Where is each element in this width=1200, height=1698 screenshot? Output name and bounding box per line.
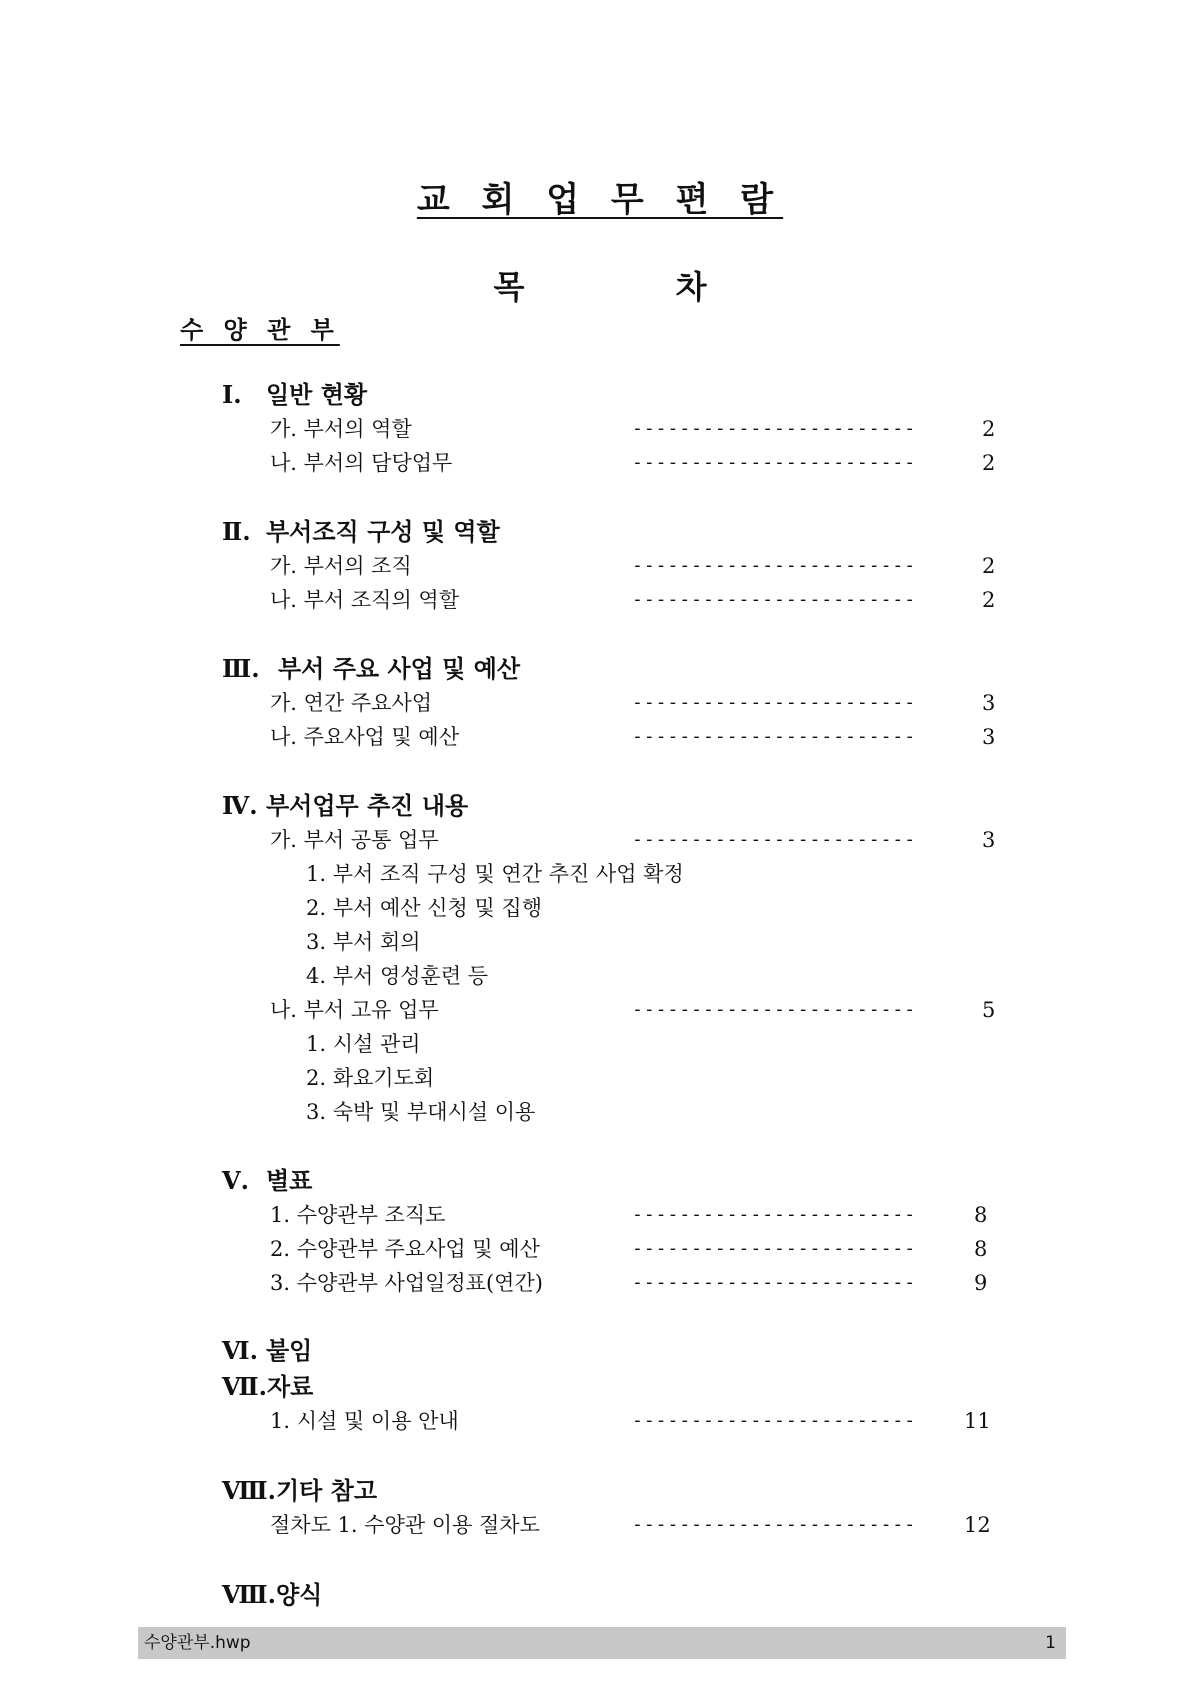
section-title: 별표 — [266, 1166, 313, 1195]
toc-subentry-label: 4. 부서 영성훈련 등 — [306, 964, 489, 988]
section-heading — [222, 789, 1022, 823]
footer-filename: 수양관부.hwp — [144, 1633, 251, 1653]
toc-page-number: 12 — [964, 1513, 991, 1537]
toc-page-number: 8 — [974, 1237, 988, 1261]
toc-entry-label: 2. 수양관부 주요사업 및 예산 — [270, 1237, 540, 1261]
toc-page-number: 2 — [982, 417, 996, 441]
section-heading — [222, 515, 1022, 549]
toc-page-number: 3 — [982, 691, 996, 715]
toc-subentry-label: 2. 부서 예산 신청 및 집행 — [306, 896, 542, 920]
toc-leader-dashes: ------------------------ — [632, 1238, 917, 1259]
section-number: Ⅲ. — [222, 654, 260, 683]
toc-section-2 — [222, 515, 1022, 617]
toc-leader-dashes: ------------------------ — [632, 1514, 917, 1535]
toc-entry-label: 3. 수양관부 사업일정표(연간) — [270, 1271, 543, 1295]
section-heading — [222, 378, 1022, 412]
department-title: 수 양 관 부 — [180, 315, 340, 344]
toc-leader-dashes: ------------------------ — [632, 418, 917, 439]
toc-page-number: 2 — [982, 554, 996, 578]
toc-entry-label: 가. 부서 공통 업무 — [270, 828, 439, 852]
toc-subentry — [222, 891, 1022, 925]
section-heading — [222, 1578, 1022, 1612]
toc-entry — [222, 1508, 1022, 1542]
toc-leader-dashes: ------------------------ — [632, 452, 917, 473]
toc-subentry-label: 3. 부서 회의 — [306, 930, 421, 954]
section-title: 양식 — [275, 1580, 323, 1609]
toc-page-number: 8 — [974, 1203, 988, 1227]
toc-entry-label: 나. 부서 조직의 역할 — [270, 588, 459, 612]
toc-entry — [222, 1404, 1022, 1438]
toc-page-number: 11 — [964, 1409, 991, 1433]
toc-subentry-label: 1. 시설 관리 — [306, 1032, 421, 1056]
toc-entry — [222, 823, 1022, 857]
toc-entry — [222, 412, 1022, 446]
section-heading — [222, 1164, 1022, 1198]
toc-page-number: 9 — [974, 1271, 988, 1295]
toc-entry — [222, 1266, 1022, 1300]
section-heading — [222, 1334, 1022, 1368]
toc-entry-label: 가. 부서의 조직 — [270, 554, 412, 578]
toc-entry — [222, 1198, 1022, 1232]
section-number: Ⅵ. — [222, 1336, 258, 1365]
toc-leader-dashes: ------------------------ — [632, 692, 917, 713]
toc-section-3 — [222, 652, 1022, 754]
toc-subentry-label: 2. 화요기도회 — [306, 1066, 435, 1090]
toc-subentry — [222, 1061, 1022, 1095]
section-heading — [222, 1370, 1022, 1404]
toc-entry-label: 나. 부서의 담당업무 — [270, 451, 453, 475]
section-number: Ⅳ. — [222, 791, 258, 820]
page-footer — [138, 1627, 1066, 1659]
toc-leader-dashes: ------------------------ — [632, 589, 917, 610]
section-title: 부서조직 구성 및 역할 — [266, 517, 500, 546]
toc-entry — [222, 720, 1022, 754]
toc-entry — [222, 1232, 1022, 1266]
toc-section-8 — [222, 1474, 1022, 1542]
toc-entry-label: 1. 시설 및 이용 안내 — [270, 1409, 459, 1433]
section-number: Ⅷ. — [222, 1476, 276, 1505]
toc-subentry — [222, 857, 1022, 891]
toc-leader-dashes: ------------------------ — [632, 829, 917, 850]
toc-subentry-label: 3. 숙박 및 부대시설 이용 — [306, 1100, 536, 1124]
toc-section-1 — [222, 378, 1022, 480]
toc-entry — [222, 446, 1022, 480]
toc-subentry — [222, 1095, 1022, 1129]
toc-section-7 — [222, 1370, 1022, 1438]
toc-subentry — [222, 1027, 1022, 1061]
toc-subentry-label: 1. 부서 조직 구성 및 연간 추진 사업 확정 — [306, 862, 684, 886]
toc-leader-dashes: ------------------------ — [632, 1272, 917, 1293]
toc-entry — [222, 583, 1022, 617]
section-title: 자료 — [266, 1372, 314, 1401]
toc-entry-label: 가. 연간 주요사업 — [270, 691, 433, 715]
toc-leader-dashes: ------------------------ — [632, 1410, 917, 1431]
toc-leader-dashes: ------------------------ — [632, 1204, 917, 1225]
toc-page-number: 2 — [982, 588, 996, 612]
toc-entry-label: 1. 수양관부 조직도 — [270, 1203, 446, 1227]
toc-entry-label: 나. 부서 고유 업무 — [270, 998, 439, 1022]
section-number: Ⅴ. — [222, 1166, 249, 1195]
toc-section-5 — [222, 1164, 1022, 1300]
toc-entry — [222, 549, 1022, 583]
section-number: Ⅰ. — [222, 380, 242, 409]
toc-section-9 — [222, 1578, 1022, 1612]
toc-page-number: 3 — [982, 828, 996, 852]
toc-section-4 — [222, 789, 1022, 1129]
section-number: Ⅱ. — [222, 517, 251, 546]
toc-page-number: 5 — [982, 998, 996, 1022]
toc-subentry — [222, 925, 1022, 959]
section-number: Ⅶ. — [222, 1372, 267, 1401]
section-heading — [222, 1474, 1022, 1508]
section-title: 기타 참고 — [275, 1476, 378, 1505]
toc-entry — [222, 993, 1022, 1027]
toc-section-6 — [222, 1334, 1022, 1368]
toc-title: 목 차 — [493, 268, 777, 306]
section-title: 부서업무 추진 내용 — [266, 791, 469, 820]
toc-leader-dashes: ------------------------ — [632, 726, 917, 747]
toc-page-number: 2 — [982, 451, 996, 475]
section-title: 일반 현황 — [266, 380, 368, 409]
section-title: 부서 주요 사업 및 예산 — [278, 654, 521, 683]
toc-entry-label: 나. 주요사업 및 예산 — [270, 725, 459, 749]
footer-page-number: 1 — [1045, 1633, 1056, 1653]
section-heading — [222, 652, 1022, 686]
section-title: 붙임 — [266, 1336, 313, 1365]
toc-leader-dashes: ------------------------ — [632, 999, 917, 1020]
toc-page-number: 3 — [982, 725, 996, 749]
toc-leader-dashes: ------------------------ — [632, 555, 917, 576]
document-title: 교 회 업 무 편 람 — [416, 180, 784, 220]
toc-entry-label: 가. 부서의 역할 — [270, 417, 412, 441]
toc-entry-label: 절차도 1. 수양관 이용 절차도 — [270, 1513, 540, 1537]
toc-subentry — [222, 959, 1022, 993]
toc-entry — [222, 686, 1022, 720]
section-number: Ⅷ. — [222, 1580, 276, 1609]
